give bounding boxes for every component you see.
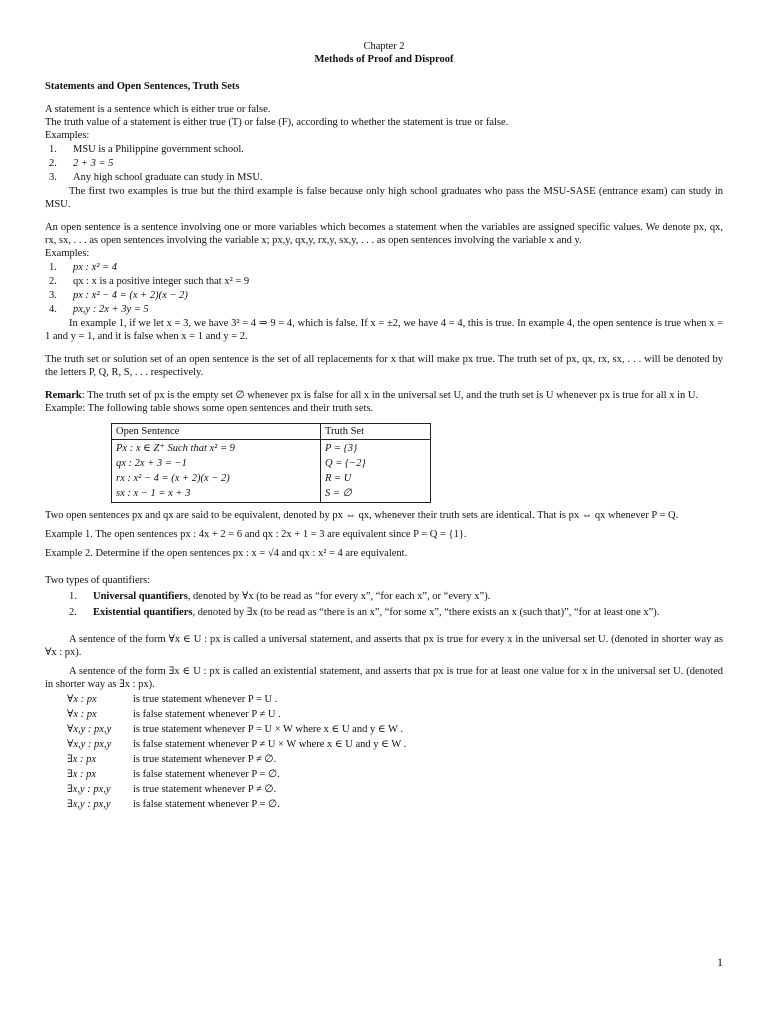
examples-list-1 bbox=[45, 143, 723, 184]
chapter-title: Methods of Proof and Disproof bbox=[314, 54, 454, 65]
list-item: 3. Any high school graduate can study in MSU. bbox=[49, 172, 263, 183]
list-item: 1. px : x² = 4 bbox=[49, 262, 118, 273]
section-title: Statements and Open Sentences, Truth Sets bbox=[45, 81, 240, 92]
table-cell-truth-sets: P = {3} Q = {−2} R = U S = ∅ bbox=[321, 440, 431, 503]
truth-set-table bbox=[111, 423, 431, 503]
page-number: 1 bbox=[717, 955, 723, 969]
list-item: 2. qx : x is a positive integer such that x² = 9 bbox=[49, 276, 250, 287]
list-item: ∃x,y : px,y is true statement whenever P ≠ ∅. bbox=[67, 784, 277, 795]
examples-label: Examples: bbox=[45, 248, 90, 259]
document-page bbox=[45, 40, 723, 813]
quantifiers-intro: Two types of quantifiers: bbox=[45, 575, 151, 586]
existential-statement-definition: A sentence of the form ∃x ∈ U : px is called an existential statement, and asserts that px is true for at least one value for x in the universal set U. (denoted in shorter way as ∃x : px). bbox=[45, 666, 723, 690]
statement-definition: A statement is a sentence which is either true or false. bbox=[45, 104, 271, 115]
list-item: ∀x,y : px,y is false statement whenever P ≠ U × W where x ∈ U and y ∈ W . bbox=[67, 739, 407, 750]
list-item: ∀x : px is false statement whenever P ≠ U . bbox=[67, 709, 281, 720]
table-header: Truth Set bbox=[321, 424, 431, 440]
list-item: ∀x,y : px,y is true statement whenever P = U × W where x ∈ U and y ∈ W . bbox=[67, 724, 404, 735]
examples-list-2 bbox=[45, 261, 723, 316]
list-item: 2. Existential quantifiers, denoted by ∃x (to be read as “there is an x”, “for some x”, “there exists an x (such that)”, “for at least one x”). bbox=[69, 607, 660, 618]
examples-label: Examples: bbox=[45, 130, 90, 141]
open-sentence-definition: An open sentence is a sentence involving one or more variables which becomes a statement when the variables are assigned specific values. We denote px, qx, rx, sx, . . . as open sentences involving the variable x; px,y, qx,y, rx,y, sx,y, . . . as open sentences involving the variable x and y. bbox=[45, 222, 723, 246]
list-item: 1. MSU is a Philippine government school. bbox=[49, 144, 244, 155]
chapter-label: Chapter 2 bbox=[363, 41, 405, 52]
list-item: ∃x : px is true statement whenever P ≠ ∅. bbox=[67, 754, 277, 765]
examples-note-2: In example 1, if we let x = 3, we have 3² = 4 ⇒ 9 = 4, which is false. If x = ±2, we have 4 = 4, this is true. In example 4, the open sentence is true when x = 1 and y = 1, and it is false when x = 1 and y = 2. bbox=[45, 318, 723, 342]
list-item: ∀x : px is true statement whenever P = U . bbox=[67, 694, 278, 705]
list-item: ∃x : px is false statement whenever P = ∅. bbox=[67, 769, 280, 780]
universal-statement-definition: A sentence of the form ∀x ∈ U : px is called a universal statement, and asserts that px is true for every x in the universal set U. (denoted in shorter way as ∀x : px). bbox=[45, 634, 723, 658]
examples-note-1: The first two examples is true but the third example is false because only high school graduates who pass the MSU-SASE (entrance exam) can study in MSU. bbox=[45, 186, 723, 210]
quantifier-rules bbox=[45, 693, 723, 811]
truth-value-definition: The truth value of a statement is either true (T) or false (F), according to whether the statement is true or false. bbox=[45, 117, 509, 128]
equivalence-example-1: Example 1. The open sentences px : 4x + 2 = 6 and qx : 2x + 1 = 3 are equivalent since P = Q = {1}. bbox=[45, 529, 467, 540]
table-intro: Example: The following table shows some open sentences and their truth sets. bbox=[45, 403, 374, 414]
list-item: 2. 2 + 3 = 5 bbox=[49, 158, 114, 169]
table-header: Open Sentence bbox=[112, 424, 321, 440]
remark: Remark: The truth set of px is the empty set ∅ whenever px is false for all x in the universal set U, and the truth set is U whenever px is true for all x in U. bbox=[45, 390, 699, 401]
equivalent-definition: Two open sentences px and qx are said to be equivalent, denoted by px ⇔ qx, whenever their truth sets are identical. That is px ⇔ qx whenever P = Q. bbox=[45, 510, 679, 521]
list-item: 1. Universal quantifiers, denoted by ∀x (to be read as “for every x”, “for each x”, or “every x”). bbox=[69, 591, 491, 602]
equivalence-example-2: Example 2. Determine if the open sentences px : x = √4 and qx : x² = 4 are equivalent. bbox=[45, 548, 408, 559]
list-item: 3. px : x² − 4 = (x + 2)(x − 2) bbox=[49, 290, 188, 301]
truth-set-definition: The truth set or solution set of an open sentence is the set of all replacements for x that will make px true. The truth set of px, qx, rx, sx, . . . will be denoted by the letters P, Q, R, S, . . . respectively. bbox=[45, 354, 723, 378]
table-cell-open-sentences: Px : x ∈ Z⁺ Such that x² = 9 qx : 2x + 3 = −1 rx : x² − 4 = (x + 2)(x − 2) sx : x − 1 = x + 3 bbox=[112, 440, 321, 503]
list-item: 4. px,y : 2x + 3y = 5 bbox=[49, 304, 149, 315]
list-item: ∃x,y : px,y is false statement whenever P = ∅. bbox=[67, 799, 280, 810]
